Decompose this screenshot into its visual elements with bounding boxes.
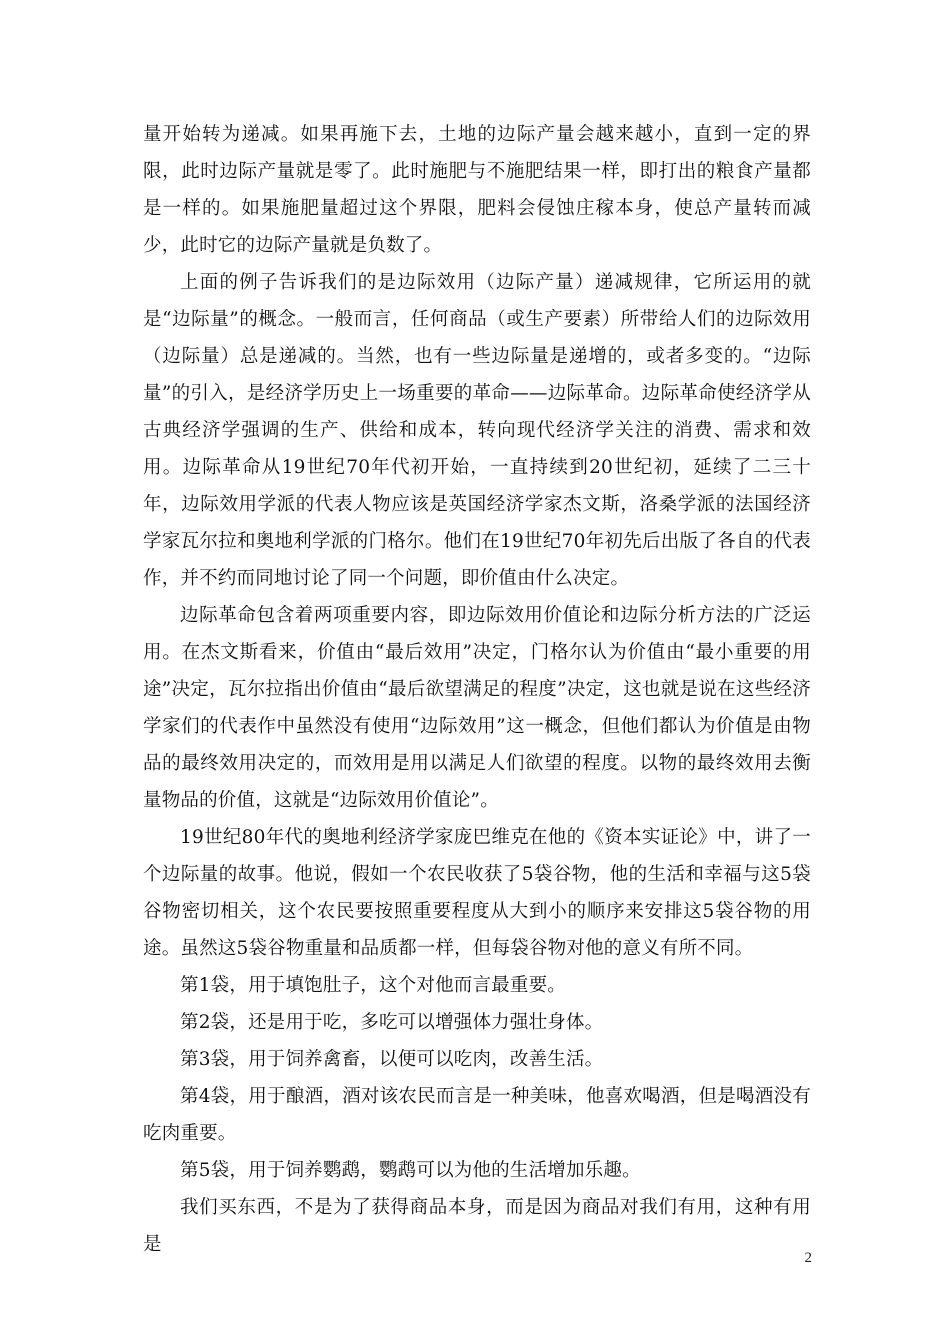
page-body xyxy=(143,116,811,1263)
page-number: 2 xyxy=(804,1250,812,1266)
paragraph-6: 第2袋，还是用于吃，多吃可以增强体力强壮身体。 xyxy=(180,1012,604,1033)
paragraph-1: 量开始转为递减。如果再施下去，土地的边际产量会越来越小，直到一定的界限，此时边际产量就是零了。此时施肥与不施肥结果一样，即打出的粮食产量都是一样的。如果施肥量超过这个界限，肥料会侵蚀庄稼本身，使总产量转而减少，此时它的边际产量就是负数了。 xyxy=(143,124,811,256)
paragraph-5: 第1袋，用于填饱肚子，这个对他而言最重要。 xyxy=(180,975,566,996)
paragraph-2: 上面的例子告诉我们的是边际效用（边际产量）递减规律，它所运用的就是“边际量”的概念。一般而言，任何商品（或生产要素）所带给人们的边际效用（边际量）总是递减的。当然，也有一些边际量是递增的，或者多变的。“边际量”的引入，是经济学历史上一场重要的革命——边际革命。边际革命使经济学从古典经济学强调的生产、供给和成本，转向现代经济学关注的消费、需求和效用。边际革命从19世纪70年代初开始，一直持续到20世纪初，延续了二三十年，边际效用学派的代表人物应该是英国经济学家杰文斯，洛桑学派的法国经济学家瓦尔拉和奥地利学派的门格尔。他们在19世纪70年初先后出版了各自的代表作，并不约而同地讨论了同一个问题，即价值由什么决定。 xyxy=(143,272,811,589)
paragraph-8: 第4袋，用于酿酒，酒对该农民而言是一种美味，他喜欢喝酒，但是喝酒没有吃肉重要。 xyxy=(143,1086,811,1144)
paragraph-4: 19世纪80年代的奥地利经济学家庞巴维克在他的《资本实证论》中，讲了一个边际量的故事。他说，假如一个农民收获了5袋谷物，他的生活和幸福与这5袋谷物密切相关，这个农民要按照重要程度从大到小的顺序来安排这5袋谷物的用途。虽然这5袋谷物重量和品质都一样，但每袋谷物对他的意义有所不同。 xyxy=(143,827,811,959)
paragraph-9: 第5袋，用于饲养鹦鹉，鹦鹉可以为他的生活增加乐趣。 xyxy=(180,1160,641,1181)
paragraph-3: 边际革命包含着两项重要内容，即边际效用价值论和边际分析方法的广泛运用。在杰文斯看来，价值由“最后效用”决定，门格尔认为价值由“最小重要的用途”决定，瓦尔拉指出价值由“最后欲望满足的程度”决定，这也就是说在这些经济学家们的代表作中虽然没有使用“边际效用”这一概念，但他们都认为价值是由物品的最终效用决定的，而效用是用以满足人们欲望的程度。以物的最终效用去衡量物品的价值，这就是“边际效用价值论”。 xyxy=(143,605,811,811)
paragraph-7: 第3袋，用于饲养禽畜，以便可以吃肉，改善生活。 xyxy=(180,1049,604,1070)
paragraph-10: 我们买东西，不是为了获得商品本身，而是因为商品对我们有用，这种有用是 xyxy=(143,1197,811,1255)
